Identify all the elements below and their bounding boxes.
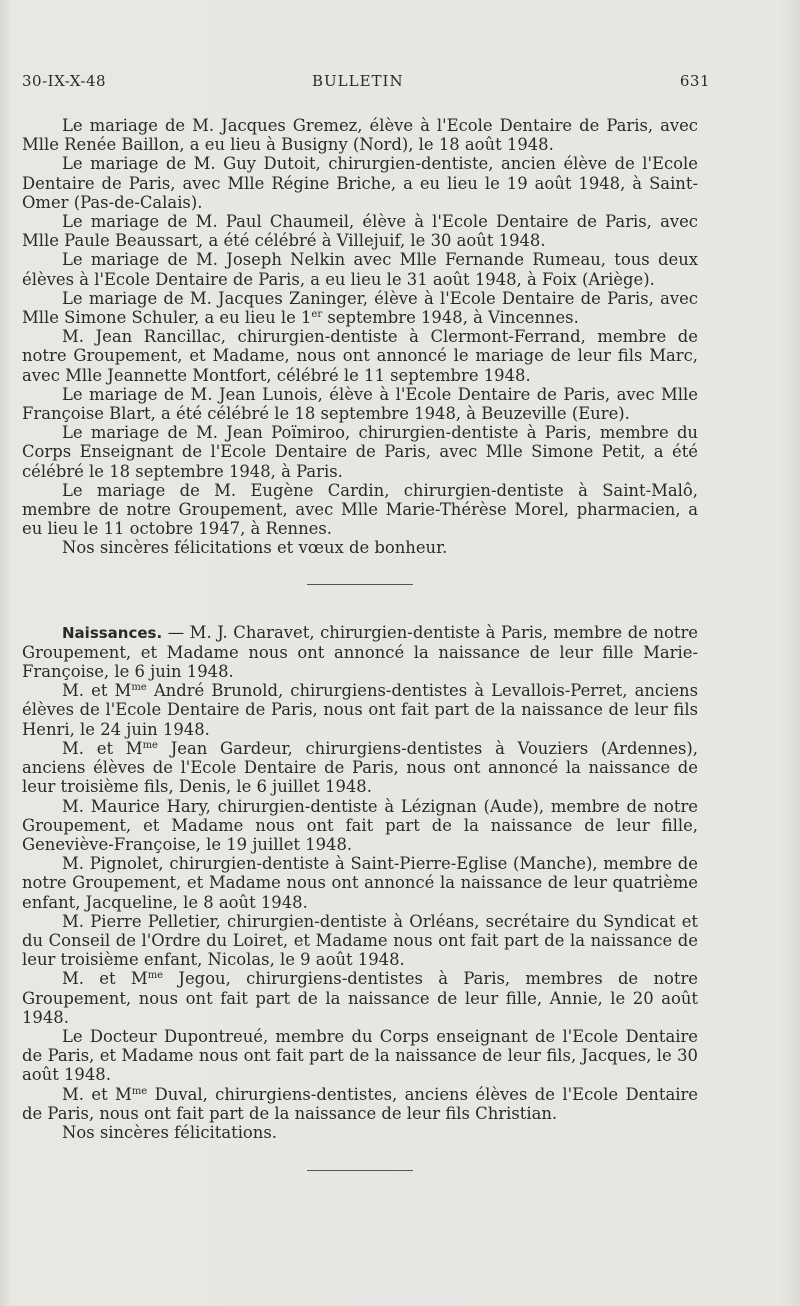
paragraph-zaninger: Le mariage de M. Jacques Zaninger, élève à l'Ecole Dentaire de Paris, avec Mlle Simone Schuler, a eu lieu le 1er septembre 1948, à Vincennes.: [22, 288, 698, 328]
paragraph-nelkin: Le mariage de M. Joseph Nelkin avec Mlle Fernande Rumeau, tous deux élèves à l'Ecole Dentaire de Paris, a eu lieu le 31 août 1948, à Foix (Ariège).: [22, 250, 698, 289]
paragraph-closing: Nos sincères félicitations.: [62, 1122, 277, 1142]
paragraph-gardeur: M. et $M^{me}$ Jean Gardeur, chirurgiens-dentistes à Vouziers (Ardennes), anciens élèves de l'Ecole Dentaire de Paris, nous ont annoncé la naissance de leur troisième fils, Denis, le 6 juillet 1948.: [22, 738, 699, 797]
section-divider: [307, 584, 413, 585]
paragraph-charavet: Naissances. — M. J. Charavet, chirurgien-dentiste à Paris, membre de notre Groupement, et Madame nous ont annoncé la naissance de leur fille Marie-Françoise, le 6 juin 1948.: [22, 622, 698, 682]
paragraph-gremez: Le mariage de M. Jacques Gremez, élève à l'Ecole Dentaire de Paris, avec Mlle Renée Baillon, a eu lieu à Busigny (Nord), le 18 août 1948.: [22, 116, 698, 155]
paragraph-duval: M. et $M^{me}$ Duval, chirurgiens-dentistes, anciens élèves de l'Ecole Dentaire de Paris, nous ont fait part de la naissance de leur fils Christian.: [22, 1084, 698, 1123]
section-heading-naissances: Naissances.: [62, 623, 163, 642]
header-title: BULLETIN: [312, 72, 404, 90]
paragraph-poimiroo: Le mariage de M. Jean Poïmiroo, chirurgien-dentiste à Paris, membre du Corps Enseignant de l'Ecole Dentaire de Paris, avec Mlle Simone Petit, a été célébré le 18 septembre 1948, à Paris.: [22, 423, 698, 481]
paragraph-pignolet: M. Pignolet, chirurgien-dentiste à Saint-Pierre-Eglise (Manche), membre de notre Groupement, et Madame nous ont annoncé la naissance de leur quatrième enfant, Jacqueline, le 8 août 1948.: [22, 854, 698, 912]
paragraph-dutoit: Le mariage de M. Guy Dutoit, chirurgien-dentiste, ancien élève de l'Ecole Dentaire de Paris, avec Mlle Régine Briche, a eu lieu le 19 août 1948, à Saint-Omer (Pas-de-Calais).: [22, 154, 698, 212]
paragraph-pelletier: M. Pierre Pelletier, chirurgien-dentiste à Orléans, secrétaire du Syndicat et du Conseil de l'Ordre du Loiret, et Madame nous ont fait part de la naissance de leur troisième enfant, Nicolas, le 9 août 1948.: [22, 911, 698, 970]
paragraph-dupontreue: Le Docteur Dupontreué, membre du Corps enseignant de l'Ecole Dentaire de Paris, et Madame nous ont fait part de la naissance de leur fils, Jacques, le 30 août 1948.: [22, 1026, 698, 1085]
paragraph-chaumeil: Le mariage de M. Paul Chaumeil, élève à l'Ecole Dentaire de Paris, avec Mlle Paule Beaussart, a été célébré à Villejuif, le 30 août 1948.: [22, 212, 698, 251]
paragraph-rancillac: M. Jean Rancillac, chirurgien-dentiste à Clermont-Ferrand, membre de notre Groupement, et Madame, nous ont annoncé le mariage de leur fils Marc, avec Mlle Jeannette Montfort, célébré le 11 septembre 1948.: [22, 327, 698, 385]
section-divider-bottom: [307, 1170, 413, 1171]
paragraph-lunois: Le mariage de M. Jean Lunois, élève à l'Ecole Dentaire de Paris, avec Mlle Françoise Blart, a été célébré le 18 septembre 1948, à Beuzeville (Eure).: [22, 384, 698, 424]
paragraph-cardin: Le mariage de M. Eugène Cardin, chirurgien-dentiste à Saint-Malô, membre de notre Groupement, avec Mlle Marie-Thérèse Morel, pharmacien, a eu lieu le 11 octobre 1947, à Rennes.: [22, 480, 698, 539]
page-number: 631: [679, 72, 710, 90]
paragraph-hary: M. Maurice Hary, chirurgien-dentiste à Lézignan (Aude), membre de notre Groupement, et Madame nous ont fait part de la naissance de leur fille, Geneviève-Françoise, le 19 juillet 1948.: [22, 796, 698, 854]
paragraph-congratulations: Nos sincères félicitations et vœux de bonheur.: [62, 538, 448, 558]
header-date: 30-IX-X-48: [22, 72, 107, 90]
paragraph-jegou: M. et $M^{me}$ Jegou, chirurgiens-dentistes à Paris, membres de notre Groupement, nous ont fait part de la naissance de leur fille, Annie, le 20 août 1948.: [22, 969, 698, 1027]
article-body: [22, 116, 698, 1171]
running-header: [22, 72, 710, 90]
paragraph-brunold: M. et $M^{me}$ André Brunold, chirurgiens-dentistes à Levallois-Perret, anciens élèves de l'Ecole Dentaire de Paris, nous ont fait part de la naissance de leur fils Henri, le 24 juin 1948.: [22, 681, 699, 739]
